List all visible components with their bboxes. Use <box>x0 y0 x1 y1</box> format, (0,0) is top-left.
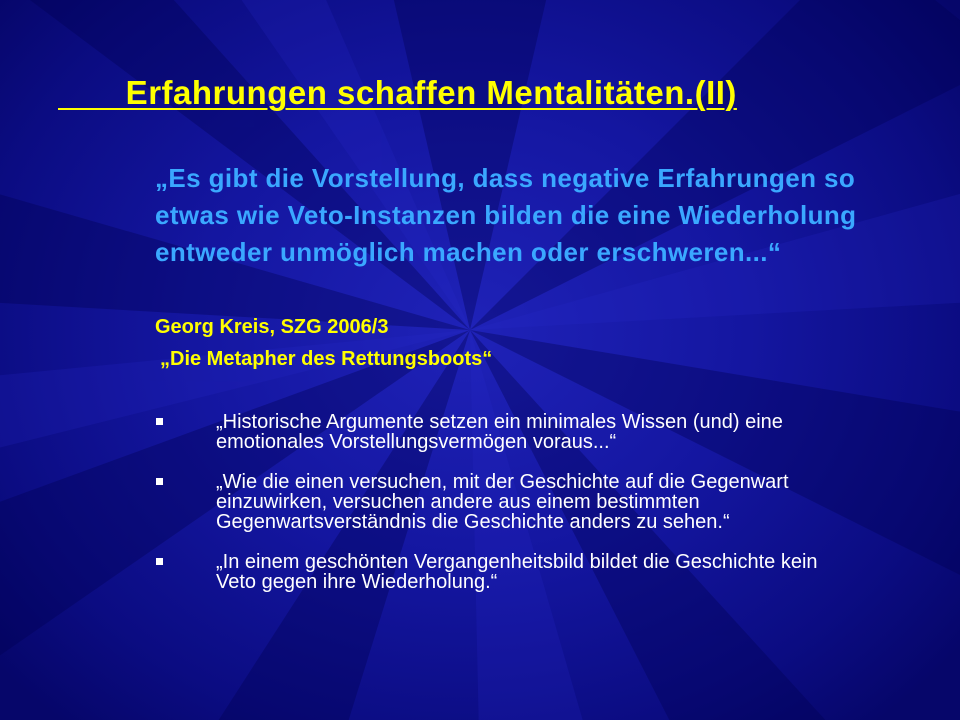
quote-subtitle: „Die Metapher des Rettungsboots“ <box>160 348 493 370</box>
bullet-list <box>150 412 850 612</box>
bullet-text: „Historische Argumente setzen ein minimales Wissen (und) eine emotionales Vorstellungsvermögen voraus...“ <box>216 411 783 453</box>
slide-title: Erfahrungen schaffen Mentalitäten.(II) <box>58 74 737 111</box>
bullet-item <box>150 412 850 452</box>
square-bullet-icon <box>156 478 163 485</box>
bullet-item <box>150 472 850 532</box>
bullet-text: „In einem geschönten Vergangenheitsbild bildet die Geschichte kein Veto gegen ihre Wiederholung.“ <box>216 551 818 593</box>
bullet-text: „Wie die einen versuchen, mit der Geschichte auf die Gegenwart einzuwirken, versuchen andere aus einem bestimmten Gegenwartsverständnis die Geschichte anders zu sehen.“ <box>216 471 789 533</box>
square-bullet-icon <box>156 558 163 565</box>
square-bullet-icon <box>156 418 163 425</box>
quote-author: Georg Kreis, SZG 2006/3 <box>155 316 389 338</box>
quote-text: „Es gibt die Vorstellung, dass negative Erfahrungen so etwas wie Veto-Instanzen bilden die eine Wiederholung entweder unmöglich machen oder erschweren...“ <box>155 163 857 267</box>
bullet-item <box>150 552 850 592</box>
